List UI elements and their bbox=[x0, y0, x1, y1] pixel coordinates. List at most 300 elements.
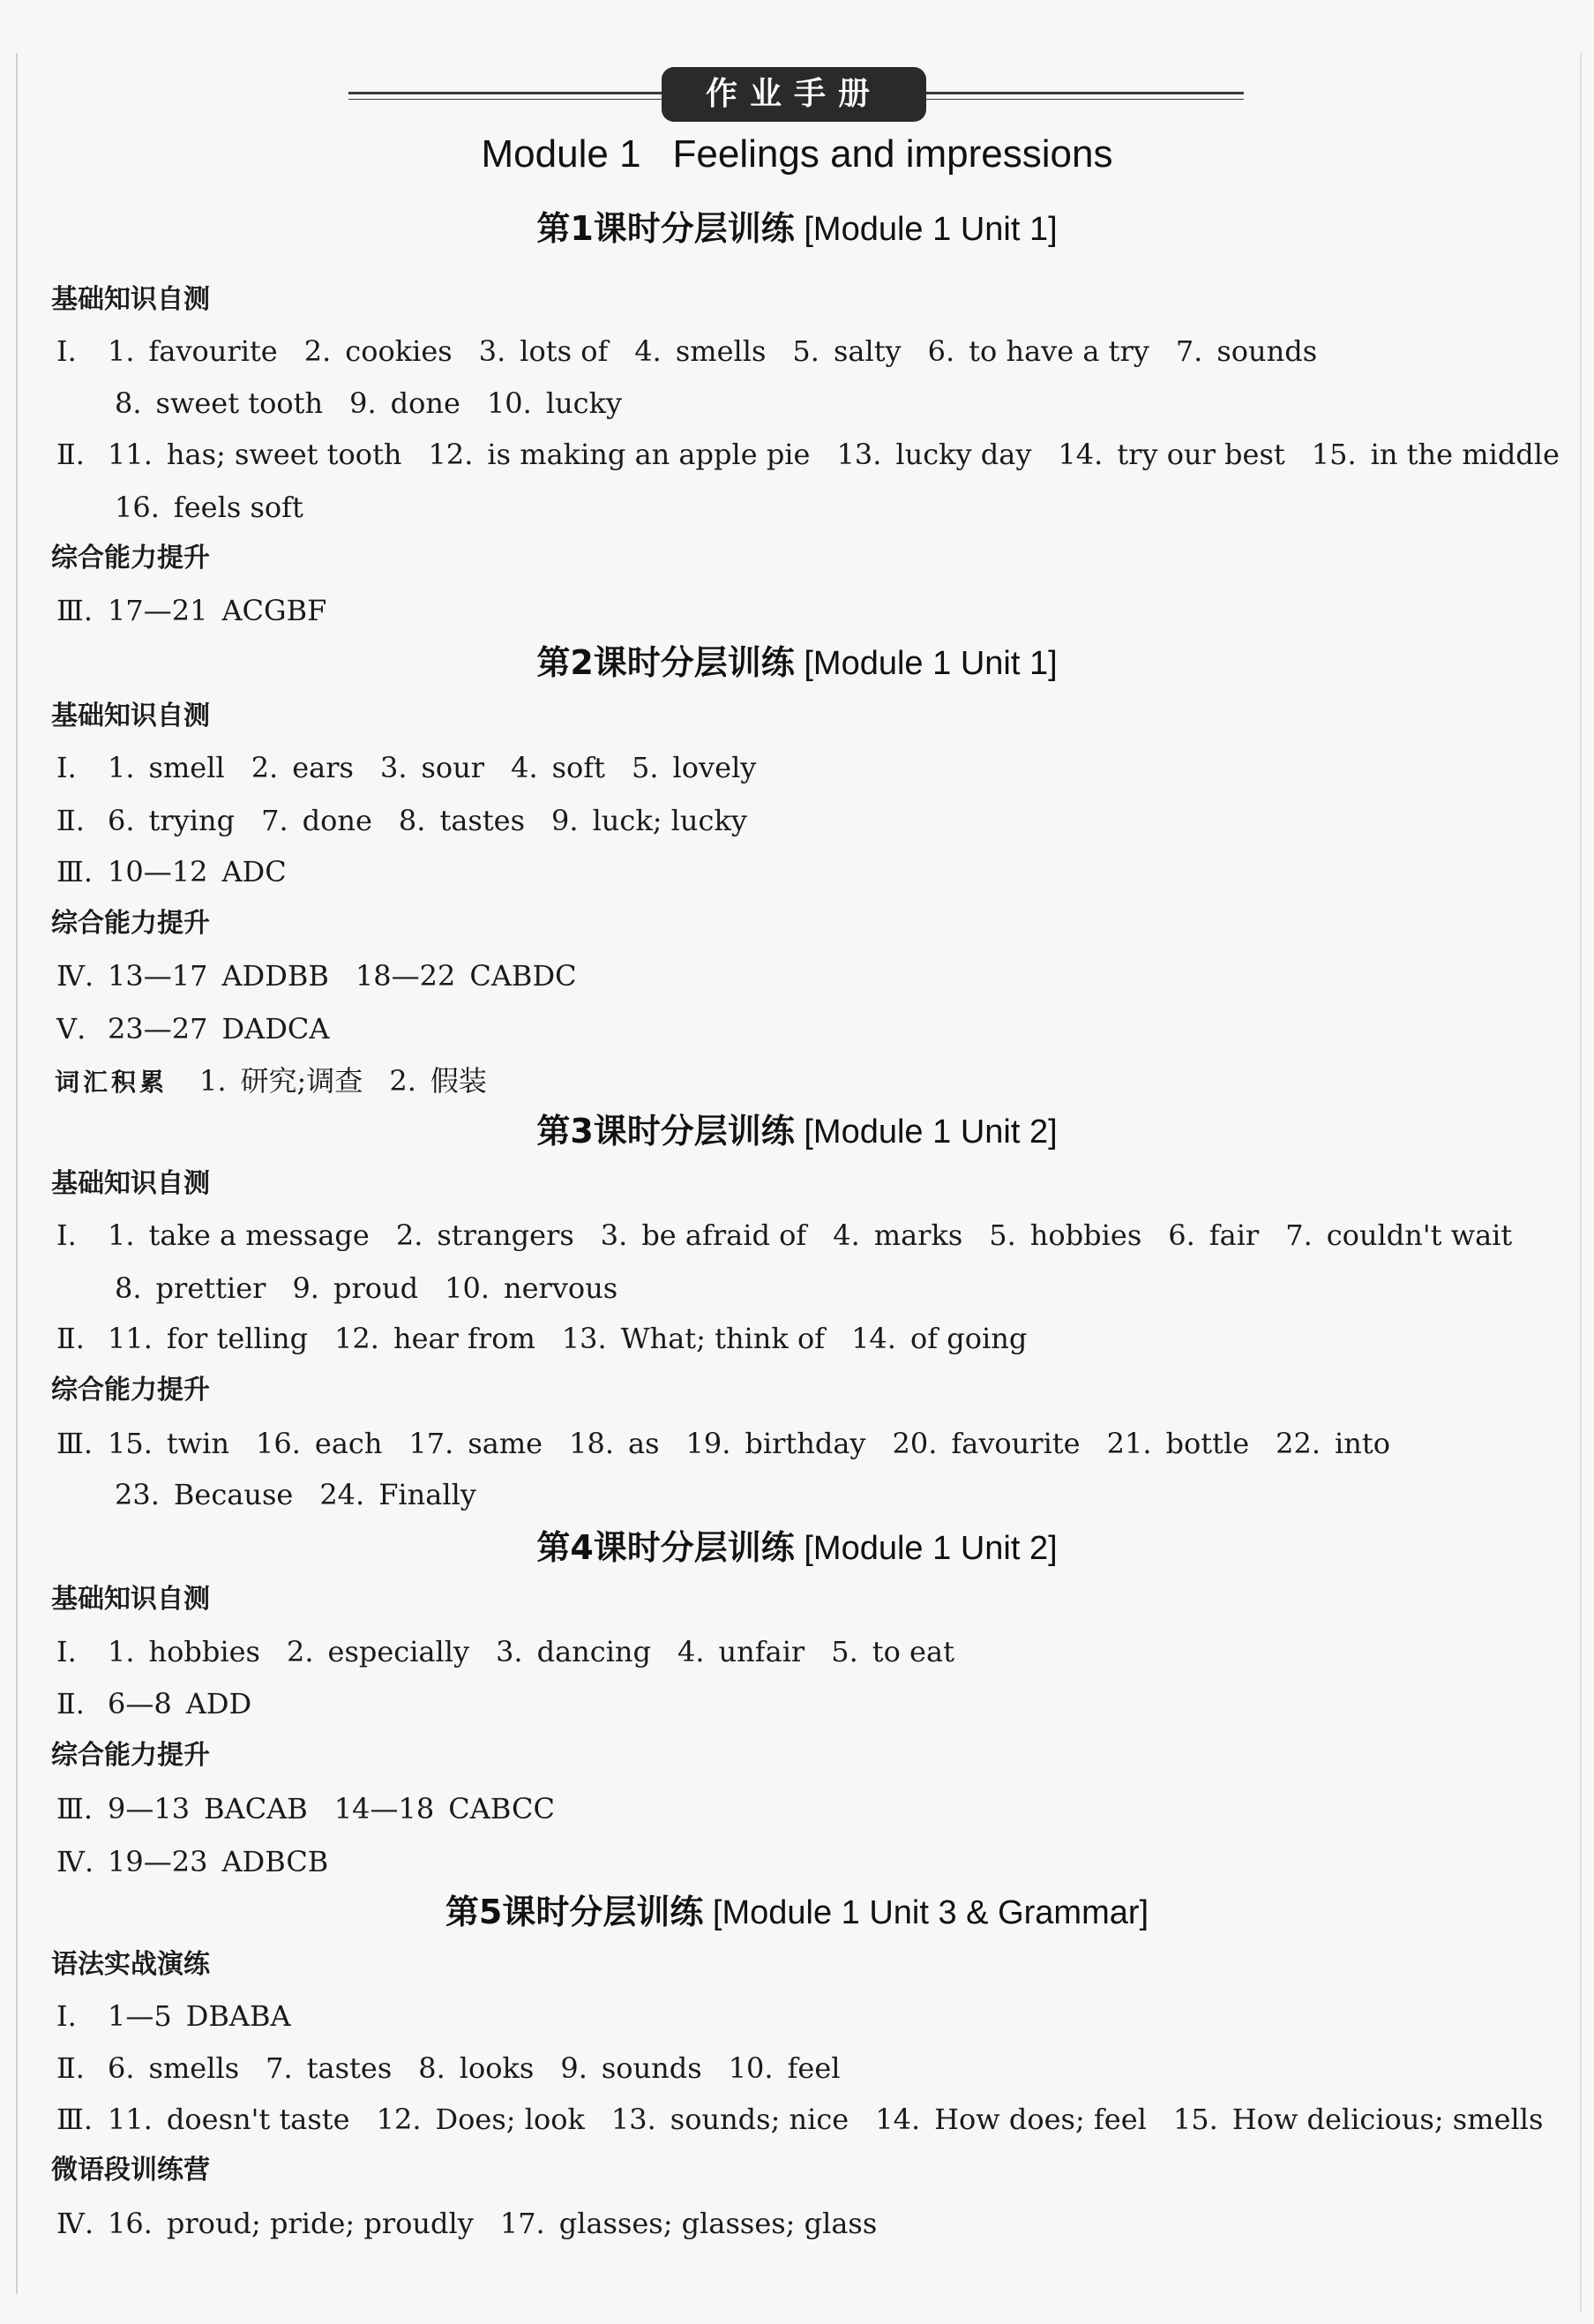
roman-numeral: Ⅰ. bbox=[56, 1999, 77, 2033]
answer-item bbox=[496, 1635, 651, 1668]
item-answer: to eat bbox=[872, 1635, 954, 1668]
answer-item bbox=[287, 1635, 469, 1668]
answer-item bbox=[108, 1999, 291, 2033]
item-number: 2. bbox=[303, 334, 332, 368]
item-answer: same bbox=[468, 1427, 543, 1460]
item-number: 10. bbox=[445, 1271, 490, 1305]
item-number: 20. bbox=[892, 1427, 938, 1460]
roman-numeral: Ⅳ. bbox=[56, 2207, 94, 2240]
answer-item bbox=[396, 1218, 574, 1252]
answer-item bbox=[408, 1427, 543, 1460]
item-number: 1. bbox=[108, 751, 135, 784]
answer-item bbox=[836, 438, 1031, 471]
answer-row bbox=[56, 1218, 1512, 1253]
lesson-title bbox=[0, 641, 1594, 685]
item-answer: lucky day bbox=[895, 438, 1032, 471]
item-answer: ADBCB bbox=[221, 1845, 329, 1878]
answer-item bbox=[831, 1635, 954, 1668]
item-answer: be afraid of bbox=[641, 1218, 807, 1252]
item-number: 11. bbox=[108, 1322, 153, 1355]
answer-item bbox=[1312, 438, 1560, 471]
answer-item bbox=[851, 1322, 1027, 1355]
item-number: 17—21 bbox=[108, 594, 208, 627]
answer-item bbox=[108, 334, 278, 368]
answer-row bbox=[56, 803, 747, 838]
section-heading: 综合能力提升 bbox=[51, 1375, 210, 1406]
answer-row bbox=[56, 958, 577, 993]
item-answer: sounds; nice bbox=[670, 2103, 849, 2136]
answer-row bbox=[115, 1271, 617, 1306]
lesson-title bbox=[0, 1526, 1594, 1570]
item-answer: proud; pride; proudly bbox=[166, 2207, 474, 2240]
roman-numeral: Ⅰ. bbox=[56, 1218, 77, 1252]
lesson-title-cn: 第2课时分层训练 bbox=[536, 643, 795, 682]
item-answer: sweet tooth bbox=[155, 386, 324, 420]
item-number: 1. bbox=[108, 334, 135, 368]
answer-item bbox=[429, 438, 811, 471]
page-edge-left bbox=[16, 53, 18, 2294]
banner-label: 作业手册 bbox=[662, 67, 926, 122]
answer-row bbox=[56, 1998, 291, 2034]
item-answer: cookies bbox=[345, 334, 453, 368]
answer-row bbox=[56, 1321, 1027, 1356]
answer-item bbox=[115, 386, 323, 420]
answer-row bbox=[56, 750, 756, 785]
item-number: 15. bbox=[1172, 2103, 1218, 2136]
answer-item bbox=[893, 1427, 1081, 1460]
item-answer: ACGBF bbox=[221, 594, 327, 627]
answer-item bbox=[729, 2051, 841, 2085]
answer-item bbox=[479, 334, 609, 368]
answer-item bbox=[928, 334, 1149, 368]
answer-row bbox=[56, 1686, 251, 1721]
vocab-label: 词汇积累 bbox=[55, 1068, 168, 1097]
answer-item bbox=[500, 2207, 877, 2240]
answer-item bbox=[108, 1845, 328, 1878]
roman-numeral: Ⅰ. bbox=[56, 334, 77, 368]
banner-header bbox=[348, 67, 1244, 124]
item-number: 7. bbox=[1175, 334, 1203, 368]
answer-item bbox=[389, 1064, 487, 1098]
answer-item bbox=[355, 959, 577, 993]
answer-item bbox=[1168, 1218, 1259, 1252]
item-answer: of going bbox=[909, 1322, 1028, 1355]
roman-numeral: Ⅳ. bbox=[56, 1845, 94, 1878]
item-answer: glasses; glasses; glass bbox=[558, 2207, 878, 2240]
item-number: 10—12 bbox=[108, 855, 208, 888]
item-answer: ADD bbox=[185, 1687, 252, 1721]
item-answer: into bbox=[1335, 1427, 1390, 1460]
item-answer: smells bbox=[148, 2051, 240, 2085]
item-number: 7. bbox=[266, 2051, 293, 2085]
answer-item bbox=[304, 334, 453, 368]
answer-item bbox=[115, 491, 303, 524]
lesson-title-cn: 第4课时分层训练 bbox=[536, 1528, 795, 1567]
section-heading: 基础知识自测 bbox=[51, 1168, 210, 1199]
item-number: 19—23 bbox=[108, 1845, 208, 1878]
answer-item bbox=[108, 751, 225, 784]
item-number: 4. bbox=[677, 1635, 705, 1668]
item-number: 18—22 bbox=[355, 959, 456, 993]
roman-numeral: Ⅱ. bbox=[56, 804, 85, 837]
answer-item bbox=[418, 2051, 534, 2085]
section-heading: 综合能力提升 bbox=[51, 908, 210, 939]
answer-row bbox=[115, 1477, 476, 1512]
item-number: 11. bbox=[108, 2103, 153, 2136]
item-answer: each bbox=[314, 1427, 383, 1460]
item-answer: trying bbox=[148, 804, 236, 837]
item-number: 14—18 bbox=[333, 1792, 435, 1825]
item-answer: How delicious; smells bbox=[1231, 2103, 1544, 2136]
item-number: 13. bbox=[836, 438, 882, 471]
item-answer: for telling bbox=[166, 1322, 309, 1355]
roman-numeral: Ⅰ. bbox=[56, 1635, 77, 1668]
item-answer: 研究;调查 bbox=[240, 1064, 363, 1098]
item-answer: ADDBB bbox=[221, 959, 329, 993]
item-number: 17. bbox=[499, 2207, 545, 2240]
item-number: 1. bbox=[108, 1218, 135, 1252]
answer-row bbox=[56, 1791, 555, 1826]
roman-numeral: Ⅲ. bbox=[56, 2103, 94, 2136]
answer-item bbox=[792, 334, 901, 368]
item-number: 9. bbox=[560, 2051, 587, 2085]
item-answer: to have a try bbox=[969, 334, 1149, 368]
item-answer: fair bbox=[1209, 1218, 1260, 1252]
item-number: 8. bbox=[418, 2051, 445, 2085]
answer-item bbox=[319, 1478, 476, 1511]
item-answer: ADC bbox=[221, 855, 287, 888]
item-number: 13. bbox=[561, 1322, 607, 1355]
answer-item bbox=[632, 751, 756, 784]
item-number: 10. bbox=[486, 386, 532, 420]
item-answer: How does; feel bbox=[934, 2103, 1147, 2136]
answer-item bbox=[511, 751, 605, 784]
item-number: 14. bbox=[851, 1322, 896, 1355]
answer-item bbox=[562, 1322, 825, 1355]
item-number: 6. bbox=[108, 2051, 135, 2085]
module-title bbox=[0, 132, 1594, 176]
module-number: Module 1 bbox=[481, 132, 641, 176]
item-answer: CABDC bbox=[469, 959, 577, 993]
roman-numeral: Ⅱ. bbox=[56, 2051, 85, 2085]
lesson-title-cn: 第3课时分层训练 bbox=[536, 1112, 795, 1151]
item-answer: DBABA bbox=[185, 1999, 291, 2033]
item-number: 13—17 bbox=[108, 959, 208, 993]
answer-item bbox=[251, 751, 354, 784]
answer-item bbox=[1285, 1218, 1512, 1252]
item-number: 2. bbox=[286, 1635, 314, 1668]
item-number: 6. bbox=[108, 804, 135, 837]
answer-item bbox=[108, 1322, 308, 1355]
item-answer: lovely bbox=[672, 751, 757, 784]
item-answer: Finally bbox=[378, 1478, 476, 1511]
item-answer: favourite bbox=[951, 1427, 1081, 1460]
item-number: 5. bbox=[632, 751, 659, 784]
item-answer: CABCC bbox=[448, 1792, 555, 1825]
answer-item bbox=[108, 438, 402, 471]
item-number: 4. bbox=[511, 751, 538, 784]
item-number: 14. bbox=[875, 2103, 921, 2136]
answer-row bbox=[115, 490, 303, 525]
item-answer: smell bbox=[148, 751, 225, 784]
section-heading: 综合能力提升 bbox=[51, 543, 210, 574]
answer-row bbox=[56, 854, 287, 889]
answer-item bbox=[875, 2103, 1147, 2136]
answer-item bbox=[108, 1635, 260, 1668]
answer-item bbox=[560, 2051, 701, 2085]
answer-item bbox=[256, 1427, 382, 1460]
section-heading: 微语段训练营 bbox=[51, 2155, 210, 2185]
item-number: 23. bbox=[115, 1478, 160, 1511]
item-answer: luck; lucky bbox=[592, 804, 747, 837]
item-number: 2. bbox=[395, 1218, 423, 1252]
item-number: 23—27 bbox=[108, 1012, 208, 1046]
answer-item bbox=[399, 804, 525, 837]
item-answer: prettier bbox=[155, 1271, 266, 1305]
answer-item bbox=[1276, 1427, 1390, 1460]
answer-item bbox=[685, 1427, 865, 1460]
item-number: 7. bbox=[261, 804, 288, 837]
item-answer: hobbies bbox=[1029, 1218, 1142, 1252]
item-answer: feel bbox=[787, 2051, 841, 2085]
answer-item bbox=[108, 2207, 474, 2240]
answer-item bbox=[108, 1427, 229, 1460]
item-number: 3. bbox=[379, 751, 408, 784]
item-answer: Does; look bbox=[435, 2103, 585, 2136]
item-number: 1—5 bbox=[108, 1999, 172, 2033]
roman-numeral: Ⅲ. bbox=[56, 1427, 94, 1460]
answer-item bbox=[108, 2103, 350, 2136]
page-edge-right bbox=[1580, 53, 1582, 2312]
item-number: 16. bbox=[108, 2207, 153, 2240]
answer-item bbox=[569, 1427, 659, 1460]
item-answer: lucky bbox=[545, 386, 623, 420]
item-answer: strangers bbox=[437, 1218, 574, 1252]
roman-numeral: Ⅰ. bbox=[56, 751, 77, 784]
answer-item bbox=[487, 386, 622, 420]
item-number: 6—8 bbox=[108, 1687, 172, 1721]
answer-item bbox=[108, 1218, 370, 1252]
item-number: 12. bbox=[334, 1322, 379, 1355]
answer-item bbox=[266, 2051, 392, 2085]
answer-item bbox=[1107, 1427, 1250, 1460]
item-number: 12. bbox=[428, 438, 474, 471]
item-number: 1. bbox=[108, 1635, 135, 1668]
item-answer: hobbies bbox=[148, 1635, 260, 1668]
item-number: 9. bbox=[292, 1271, 319, 1305]
item-answer: What; think of bbox=[620, 1322, 826, 1355]
answer-item bbox=[1176, 334, 1317, 368]
lesson-title-cn: 第5课时分层训练 bbox=[445, 1893, 704, 1931]
item-number: 11. bbox=[108, 438, 153, 471]
item-answer: BACAB bbox=[204, 1792, 308, 1825]
lesson-title-en: [Module 1 Unit 2] bbox=[804, 1530, 1058, 1567]
lesson-title bbox=[0, 1891, 1594, 1934]
item-answer: Because bbox=[173, 1478, 294, 1511]
item-number: 22. bbox=[1276, 1427, 1321, 1460]
item-answer: dancing bbox=[536, 1635, 652, 1668]
answer-row bbox=[56, 1011, 329, 1046]
answer-item bbox=[380, 751, 484, 784]
item-number: 7. bbox=[1285, 1218, 1313, 1252]
answer-item bbox=[292, 1271, 418, 1305]
item-number: 1. bbox=[199, 1064, 227, 1098]
item-answer: looks bbox=[459, 2051, 535, 2085]
answer-item bbox=[445, 1271, 617, 1305]
item-answer: has; sweet tooth bbox=[166, 438, 402, 471]
item-number: 8. bbox=[398, 804, 426, 837]
item-number: 18. bbox=[569, 1427, 614, 1460]
item-number: 2. bbox=[389, 1064, 416, 1098]
item-number: 19. bbox=[685, 1427, 731, 1460]
answer-item bbox=[611, 2103, 849, 2136]
answer-item bbox=[334, 1792, 555, 1825]
answer-item bbox=[108, 959, 329, 993]
item-number: 15. bbox=[108, 1427, 153, 1460]
roman-numeral: Ⅳ. bbox=[56, 959, 94, 993]
item-answer: as bbox=[627, 1427, 660, 1460]
item-answer: sounds bbox=[1216, 334, 1318, 368]
answer-item bbox=[261, 804, 372, 837]
item-number: 9. bbox=[551, 804, 579, 837]
item-answer: sour bbox=[421, 751, 485, 784]
item-answer: nervous bbox=[504, 1271, 618, 1305]
answer-row bbox=[56, 593, 326, 628]
item-number: 6. bbox=[927, 334, 955, 368]
item-number: 3. bbox=[600, 1218, 628, 1252]
section-heading: 基础知识自测 bbox=[51, 1584, 210, 1615]
roman-numeral: Ⅲ. bbox=[56, 594, 94, 627]
item-answer: sounds bbox=[601, 2051, 702, 2085]
answer-item bbox=[108, 804, 235, 837]
answer-item bbox=[1058, 438, 1284, 471]
answer-item bbox=[349, 386, 460, 420]
answer-item bbox=[108, 2051, 239, 2085]
item-number: 4. bbox=[634, 334, 662, 368]
section-heading: 语法实战演练 bbox=[51, 1949, 210, 1980]
section-heading: 综合能力提升 bbox=[51, 1740, 210, 1771]
item-answer: tastes bbox=[439, 804, 526, 837]
lesson-title bbox=[0, 1110, 1594, 1153]
lesson-title-en: [Module 1 Unit 3 & Grammar] bbox=[712, 1894, 1149, 1931]
answer-row bbox=[56, 2102, 1543, 2137]
roman-numeral: Ⅱ. bbox=[56, 1687, 85, 1721]
answer-item bbox=[115, 1271, 266, 1305]
item-number: 14. bbox=[1058, 438, 1104, 471]
section-heading: 基础知识自测 bbox=[51, 284, 210, 315]
vocab-row bbox=[55, 1063, 487, 1100]
answer-item bbox=[108, 1687, 251, 1721]
item-number: 16. bbox=[115, 491, 160, 524]
item-number: 15. bbox=[1311, 438, 1357, 471]
item-number: 3. bbox=[478, 334, 506, 368]
item-number: 10. bbox=[728, 2051, 774, 2085]
item-answer: DADCA bbox=[221, 1012, 330, 1046]
roman-numeral: Ⅴ. bbox=[56, 1012, 86, 1046]
item-answer: especially bbox=[327, 1635, 470, 1668]
item-number: 5. bbox=[831, 1635, 858, 1668]
item-answer: twin bbox=[166, 1427, 229, 1460]
item-answer: unfair bbox=[718, 1635, 805, 1668]
item-number: 17. bbox=[408, 1427, 454, 1460]
lesson-title-cn: 第1课时分层训练 bbox=[536, 209, 795, 248]
item-answer: couldn't wait bbox=[1326, 1218, 1513, 1252]
item-number: 8. bbox=[115, 1271, 142, 1305]
item-answer: lots of bbox=[520, 334, 609, 368]
answer-item bbox=[989, 1218, 1141, 1252]
item-answer: ears bbox=[292, 751, 354, 784]
answer-item bbox=[377, 2103, 585, 2136]
answer-item bbox=[601, 1218, 806, 1252]
lesson-title-en: [Module 1 Unit 2] bbox=[804, 1113, 1058, 1151]
item-number: 6. bbox=[1168, 1218, 1195, 1252]
roman-numeral: Ⅱ. bbox=[56, 1322, 85, 1355]
item-number: 9. bbox=[349, 386, 377, 420]
item-answer: in the middle bbox=[1370, 438, 1560, 471]
item-number: 12. bbox=[376, 2103, 422, 2136]
item-number: 3. bbox=[496, 1635, 523, 1668]
answer-row bbox=[56, 1634, 954, 1669]
answer-item bbox=[115, 1478, 293, 1511]
roman-numeral: Ⅱ. bbox=[56, 438, 85, 471]
item-answer: soft bbox=[551, 751, 606, 784]
module-subtitle: Feelings and impressions bbox=[672, 132, 1113, 176]
item-number: 5. bbox=[792, 334, 819, 368]
item-number: 5. bbox=[989, 1218, 1016, 1252]
item-answer: marks bbox=[873, 1218, 963, 1252]
answer-row bbox=[56, 1426, 1390, 1461]
answer-item bbox=[108, 1792, 308, 1825]
item-answer: salty bbox=[833, 334, 902, 368]
item-number: 13. bbox=[610, 2103, 656, 2136]
section-heading: 基础知识自测 bbox=[51, 701, 210, 731]
item-answer: doesn't taste bbox=[166, 2103, 350, 2136]
item-answer: try our best bbox=[1117, 438, 1285, 471]
answer-row bbox=[115, 386, 622, 421]
answer-item bbox=[833, 1218, 962, 1252]
answer-row bbox=[56, 2050, 841, 2086]
roman-numeral: Ⅲ. bbox=[56, 1792, 94, 1825]
item-answer: done bbox=[390, 386, 460, 420]
lesson-title-en: [Module 1 Unit 1] bbox=[804, 211, 1058, 248]
item-number: 21. bbox=[1106, 1427, 1152, 1460]
item-number: 16. bbox=[255, 1427, 301, 1460]
answer-item bbox=[199, 1064, 363, 1098]
item-answer: feels soft bbox=[173, 491, 303, 524]
item-number: 24. bbox=[319, 1478, 365, 1511]
answer-item bbox=[551, 804, 747, 837]
answer-item bbox=[108, 594, 326, 627]
item-answer: tastes bbox=[306, 2051, 393, 2085]
answer-item bbox=[108, 1012, 329, 1046]
item-answer: proud bbox=[333, 1271, 419, 1305]
item-number: 2. bbox=[251, 751, 279, 784]
answer-row bbox=[56, 437, 1560, 472]
item-answer: bottle bbox=[1165, 1427, 1250, 1460]
answer-row bbox=[56, 2206, 877, 2241]
answer-item bbox=[634, 334, 766, 368]
roman-numeral: Ⅲ. bbox=[56, 855, 94, 888]
item-answer: 假装 bbox=[430, 1064, 487, 1098]
answer-row bbox=[56, 334, 1317, 369]
item-number: 9—13 bbox=[108, 1792, 191, 1825]
item-answer: birthday bbox=[745, 1427, 866, 1460]
answer-item bbox=[334, 1322, 535, 1355]
item-number: 4. bbox=[833, 1218, 860, 1252]
lesson-title-en: [Module 1 Unit 1] bbox=[804, 645, 1058, 682]
item-answer: favourite bbox=[148, 334, 278, 368]
lesson-title bbox=[0, 207, 1594, 251]
